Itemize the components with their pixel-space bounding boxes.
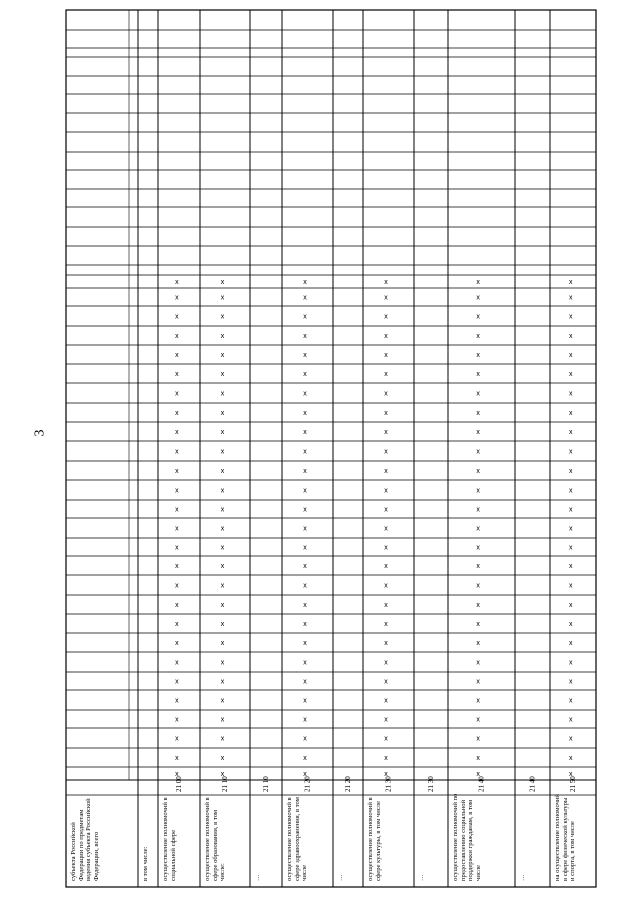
cell-mark: x	[384, 313, 388, 321]
cell-mark: x	[303, 333, 307, 340]
row-label-text: …	[337, 874, 344, 881]
cell-mark: x	[175, 735, 179, 743]
row-label-text: осуществление полномочий в социальной сфере	[162, 797, 177, 881]
cell-mark: x	[568, 602, 573, 609]
row-label-text: в том числе:	[142, 846, 149, 881]
row-code: 21 40	[528, 776, 537, 792]
cell-mark: x	[303, 755, 307, 762]
cell-mark: x	[568, 410, 573, 417]
cell-mark: x	[175, 468, 179, 475]
row-label-text: …	[519, 874, 526, 881]
cell-mark: x	[175, 487, 179, 495]
cell-mark: x	[568, 716, 573, 724]
cell-mark: x	[175, 716, 179, 724]
cell-mark: x	[476, 735, 480, 743]
cell-mark: x	[476, 716, 480, 724]
cell-mark: x	[175, 640, 179, 647]
cell-mark: x	[384, 659, 388, 667]
cell-mark: x	[568, 333, 573, 340]
cell-mark: x	[220, 544, 225, 552]
row-label	[142, 793, 158, 881]
row-code: 21 30	[384, 776, 393, 792]
cell-mark: x	[476, 352, 480, 359]
row-code: 21 40	[477, 776, 486, 792]
cell-mark: x	[384, 468, 388, 475]
row-label-text: осуществление полномочий по предоставлению социальной поддержки гражданам, в том числе	[452, 793, 482, 881]
cell-mark: x	[568, 640, 573, 647]
cell-mark: x	[303, 429, 307, 436]
cell-mark: x	[476, 487, 480, 495]
cell-mark: x	[175, 582, 179, 590]
cell-mark: x	[384, 371, 388, 378]
cell-mark: x	[476, 294, 480, 302]
cell-mark: x	[303, 506, 307, 514]
cell-mark: x	[476, 678, 480, 686]
cell-mark: x	[476, 755, 480, 762]
cell-mark: x	[384, 487, 388, 495]
row-label-text: осуществление полномочий в сфере здравоохранения, в том числе	[286, 797, 309, 881]
cell-mark: x	[384, 735, 388, 743]
cell-mark: x	[384, 352, 388, 359]
cell-mark: x	[175, 448, 179, 456]
row-label	[519, 793, 550, 881]
cell-mark: x	[384, 582, 388, 590]
cell-mark: x	[303, 294, 307, 302]
cell-mark: x	[303, 602, 307, 609]
cell-mark: x	[476, 640, 480, 647]
cell-mark: x	[476, 582, 480, 590]
cell-mark: x	[175, 410, 179, 417]
cell-mark: x	[303, 352, 307, 359]
cell-mark: x	[175, 333, 179, 340]
cell-mark: x	[384, 697, 388, 705]
cell-mark: x	[220, 755, 225, 762]
cell-mark: x	[303, 716, 307, 724]
cell-mark: x	[303, 448, 307, 456]
cell-mark: x	[220, 602, 225, 609]
cell-mark: x	[568, 755, 573, 762]
cell-mark: x	[384, 755, 388, 762]
cell-mark: x	[476, 333, 480, 340]
cell-mark: x	[568, 371, 573, 378]
cell-mark: x	[220, 352, 225, 359]
cell-mark: x	[568, 582, 573, 590]
cell-mark: x	[476, 621, 480, 628]
cell-mark: x	[220, 525, 225, 533]
cell-mark: x	[175, 602, 179, 609]
cell-mark: x	[568, 678, 573, 686]
cell-mark: x	[303, 640, 307, 647]
row-label	[286, 793, 333, 881]
cell-mark: x	[384, 640, 388, 647]
cell-mark: x	[303, 279, 307, 286]
cell-mark: x	[303, 525, 307, 533]
cell-mark: x	[384, 621, 388, 628]
cell-mark: x	[568, 294, 573, 302]
cell-mark: x	[384, 716, 388, 724]
cell-mark: x	[303, 771, 307, 778]
cell-mark: x	[568, 525, 573, 533]
cell-mark: x	[220, 640, 225, 647]
row-label-text: на осуществление полномочий в сфере физической культуры и спорта, в том числе	[554, 794, 577, 881]
cell-mark: x	[568, 697, 573, 705]
cell-mark: x	[384, 448, 388, 456]
cell-mark: x	[476, 544, 480, 552]
cell-mark: x	[303, 390, 307, 398]
cell-mark: x	[568, 468, 573, 475]
cell-mark: x	[175, 697, 179, 705]
cell-mark: x	[175, 390, 179, 398]
cell-mark: x	[303, 735, 307, 743]
row-code: 21 20	[303, 776, 312, 792]
cell-mark: x	[568, 659, 573, 667]
row-label	[162, 793, 200, 881]
cell-mark: x	[303, 621, 307, 628]
cell-mark: x	[476, 525, 480, 533]
cell-mark: x	[476, 410, 480, 417]
cell-mark: x	[384, 390, 388, 398]
cell-mark: x	[384, 602, 388, 609]
cell-mark: x	[220, 279, 225, 286]
cell-mark: x	[568, 429, 573, 436]
cell-mark: x	[476, 602, 480, 609]
cell-mark: x	[220, 410, 225, 417]
cell-mark: x	[303, 563, 307, 570]
row-label	[204, 793, 250, 881]
cell-mark: x	[568, 279, 573, 286]
page-number: 3	[32, 429, 48, 437]
cell-mark: x	[220, 294, 225, 302]
cell-mark: x	[303, 544, 307, 552]
cell-mark: x	[384, 544, 388, 552]
cell-mark: x	[476, 429, 480, 436]
cell-mark: x	[303, 659, 307, 667]
cell-mark: x	[476, 506, 480, 514]
cell-mark: x	[476, 390, 480, 398]
cell-mark: x	[384, 279, 388, 286]
cell-mark: x	[476, 697, 480, 705]
cell-mark: x	[303, 468, 307, 475]
cell-mark: x	[476, 448, 480, 456]
row-label-text: …	[418, 874, 425, 881]
cell-mark: x	[220, 678, 225, 686]
cell-mark: x	[303, 313, 307, 321]
cell-mark: x	[175, 621, 179, 628]
cell-mark: x	[568, 544, 573, 552]
cell-mark: x	[303, 371, 307, 378]
cell-mark: x	[220, 313, 225, 321]
cell-mark: x	[568, 448, 573, 456]
row-label-text: осуществление полномочий в сфере культуры, в том числе	[367, 797, 382, 881]
cell-mark: x	[476, 468, 480, 475]
cell-mark: x	[568, 621, 573, 628]
cell-mark: x	[220, 735, 225, 743]
cell-mark: x	[175, 563, 179, 570]
cell-mark: x	[175, 313, 179, 321]
cell-mark: x	[220, 659, 225, 667]
cell-mark: x	[175, 755, 179, 762]
cell-mark: x	[175, 352, 179, 359]
cell-mark: x	[384, 771, 388, 778]
cell-mark: x	[220, 771, 225, 778]
cell-mark: x	[220, 468, 225, 475]
cell-mark: x	[568, 506, 573, 514]
cell-mark: x	[303, 697, 307, 705]
row-label-text: осуществление полномочий в сфере образования, в том числе:	[204, 797, 227, 881]
cell-mark: x	[303, 582, 307, 590]
row-label	[70, 793, 138, 881]
cell-mark: x	[384, 678, 388, 686]
cell-mark: x	[384, 506, 388, 514]
cell-mark: x	[220, 621, 225, 628]
cell-mark: x	[220, 563, 225, 570]
cell-mark: x	[175, 525, 179, 533]
row-code: 21 10	[262, 776, 270, 792]
cell-mark: x	[175, 371, 179, 378]
row-label	[367, 793, 414, 881]
cell-mark: x	[175, 429, 179, 436]
cell-mark: x	[568, 735, 573, 743]
cell-mark: x	[568, 390, 573, 398]
cell-mark: x	[220, 429, 225, 436]
cell-mark: x	[175, 659, 179, 667]
row-label-text: субъекта Российской Федерации по предметам ведения субъекта Российской Федерации, всего	[70, 798, 100, 881]
cell-mark: x	[476, 371, 480, 378]
table-frame	[66, 10, 596, 887]
cell-mark: x	[568, 771, 573, 778]
row-label	[452, 793, 515, 881]
cell-mark: x	[175, 279, 179, 286]
cell-mark: x	[220, 582, 225, 590]
row-label	[337, 793, 363, 881]
cell-mark: x	[476, 279, 480, 286]
cell-mark: x	[175, 294, 179, 302]
cell-mark: x	[476, 659, 480, 667]
cell-mark: x	[384, 563, 388, 570]
row-code: 21 00	[175, 776, 183, 792]
cell-mark: x	[303, 678, 307, 686]
cell-mark: x	[175, 544, 179, 552]
cell-mark: x	[568, 563, 573, 570]
row-label	[554, 793, 596, 881]
cell-mark: x	[384, 410, 388, 417]
cell-mark: x	[220, 390, 225, 398]
cell-mark: x	[476, 313, 480, 321]
row-code: 21 20	[344, 776, 352, 792]
row-code: 21 10	[221, 776, 229, 792]
cell-mark: x	[220, 333, 225, 340]
cell-mark: x	[568, 352, 573, 359]
cell-mark: x	[175, 678, 179, 686]
cell-mark: x	[220, 506, 225, 514]
cell-mark: x	[568, 313, 573, 321]
row-code: 21 30	[427, 776, 435, 792]
cell-mark: x	[303, 487, 307, 495]
cell-mark: x	[175, 506, 179, 514]
cell-mark: x	[220, 448, 225, 456]
row-label	[418, 793, 448, 881]
cell-mark: x	[384, 429, 388, 436]
row-code: 21 50	[569, 776, 577, 792]
cell-mark: x	[220, 371, 225, 378]
cell-mark: x	[384, 333, 388, 340]
cell-mark: x	[175, 771, 179, 778]
cell-mark: x	[384, 294, 388, 302]
cell-mark: x	[220, 487, 225, 495]
cell-mark: x	[303, 410, 307, 417]
cell-mark: x	[568, 487, 573, 495]
cell-mark: x	[220, 697, 225, 705]
cell-mark: x	[220, 716, 225, 724]
row-label	[254, 793, 282, 881]
row-label-text: …	[254, 874, 261, 881]
cell-mark: x	[384, 525, 388, 533]
cell-mark: x	[476, 771, 480, 778]
cell-mark: x	[476, 563, 480, 570]
